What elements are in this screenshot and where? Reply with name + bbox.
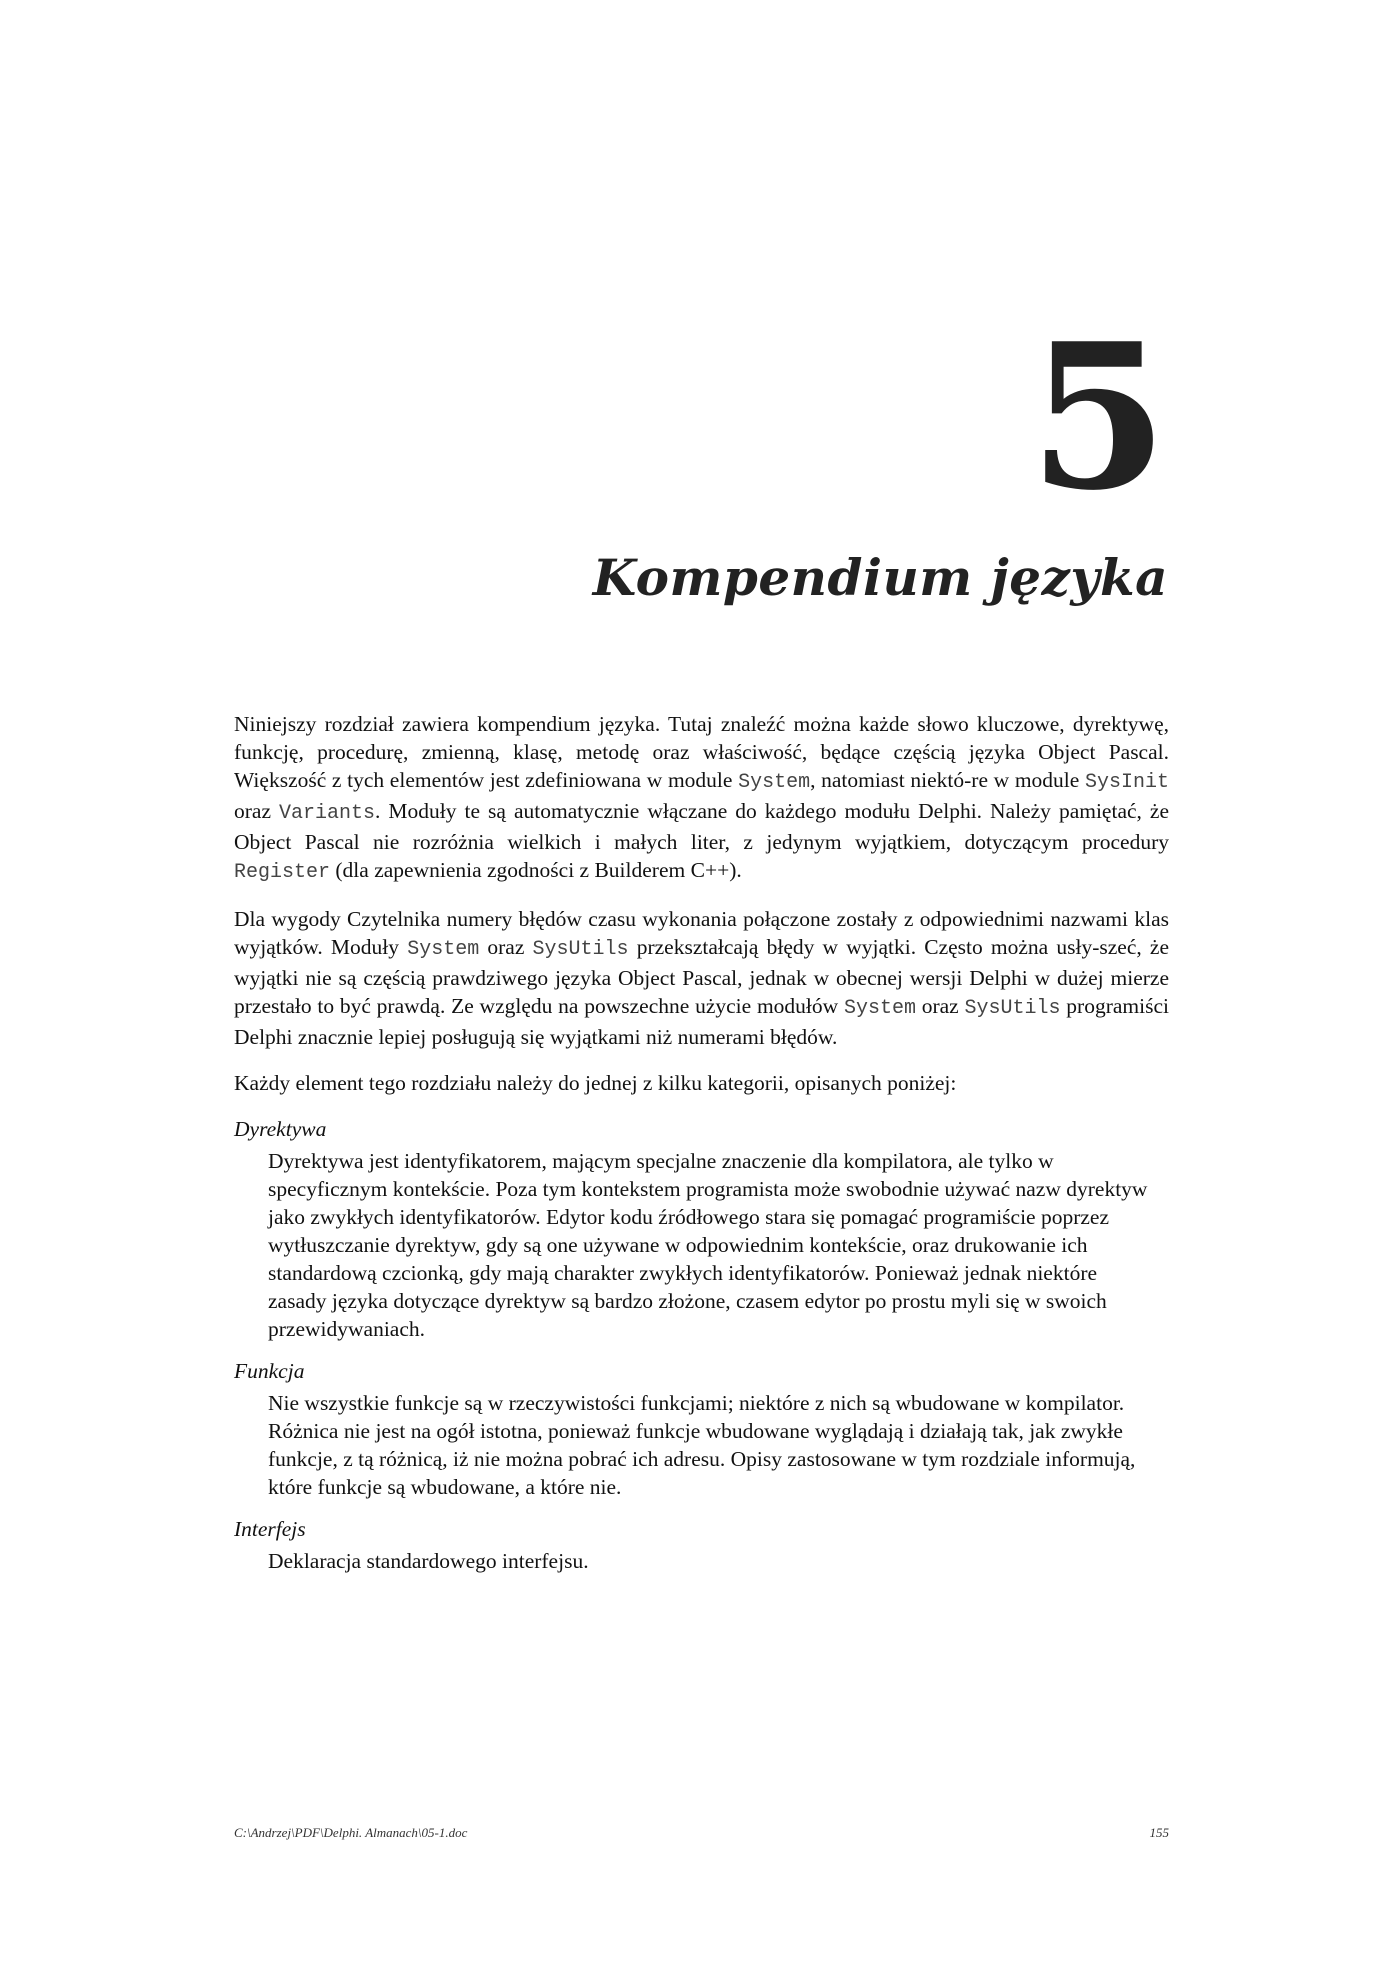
text-run: oraz — [915, 994, 965, 1018]
body-text — [234, 710, 1169, 1589]
intro-paragraph — [234, 710, 1169, 887]
page-number: 155 — [1149, 1825, 1169, 1840]
definition-term: Funkcja — [234, 1359, 305, 1383]
code-identifier: Register — [234, 861, 331, 884]
text-run: , natomiast niektó-re w module — [810, 768, 1085, 792]
text-run: oraz — [479, 935, 533, 959]
text-run: programiści Delphi znacznie lepiej posługują się wyjątkami niż numerami błędów. — [234, 994, 1169, 1049]
text-run: . Moduły te są automatycznie włączane do każdego modułu Delphi. Należy pamiętać, że Object Pascal nie rozróżnia wielkich i małych liter, z jedynym wyjątkiem, dotyczącym procedury — [234, 799, 1170, 854]
code-identifier: System — [843, 997, 916, 1020]
code-identifier: SysUtils — [964, 997, 1061, 1020]
footer-file-path: C:\Andrzej\PDF\Delphi. Almanach\05-1.doc — [234, 1825, 468, 1840]
chapter-title: Kompendium języka — [592, 548, 1168, 607]
code-identifier: Variants — [279, 802, 376, 825]
text-run: przekształcają błędy w wyjątki. Często można usły-szeć, że wyjątki nie są częścią prawdziwego języka Object Pascal, jednak w obecnej wersji Delphi w dużej mierze przestało to być prawdą. Ze względu na powszechne użycie modułów — [234, 935, 1170, 1018]
text-run: Dla wygody Czytelnika numery błędów czasu wykonania połączone zostały z odpowiednimi nazwami klas wyjątków. Moduły — [234, 907, 1169, 959]
definition-term: Interfejs — [234, 1517, 306, 1541]
definition-term: Dyrektywa — [234, 1117, 327, 1141]
definition-text: Nie wszystkie funkcje są w rzeczywistości funkcjami; niektóre z nich są wbudowane w kompilator. Różnica nie jest na ogół istotna, ponieważ funkcje wbudowane wyglądają i działają tak, jak zwykłe funkcje, z tą różnicą, iż nie można pobrać ich adresu. Opisy zastosowane w tym rozdziale informują, które funkcje są wbudowane, a które nie. — [268, 1391, 1136, 1499]
text-run: (dla zapewnienia zgodności z Builderem C++). — [330, 858, 742, 882]
definition-text: Dyrektywa jest identyfikatorem, mającym specjalne znaczenie dla kompilatora, ale tylko w specyficznym kontekście. Poza tym kontekstem programista może swobodnie używać nazw dyrektyw jako zwykłych identyfikatorów. Edytor kodu źródłowego stara się pomagać programiście poprzez wytłuszczanie dyrektyw, gdy są one używane w odpowiednim kontekście, oraz drukowanie ich standardową czcionką, gdy mają charakter zwykłych identyfikatorów. Ponieważ jednak niektóre zasady języka dotyczące dyrektyw są bardzo złożone, czasem edytor po prostu myli się w swoich przewidywaniach. — [268, 1149, 1148, 1341]
exceptions-paragraph — [234, 905, 1169, 1051]
text-run: oraz — [234, 799, 280, 823]
chapter-number: 5 — [1028, 300, 1168, 535]
code-identifier: SysInit — [1085, 771, 1170, 794]
text-run: Niniejszy rozdział zawiera kompendium języka. Tutaj znaleźć można każde słowo kluczowe, dyrektywę, funkcję, procedurę, zmienną, klasę, metodę oraz właściwość, będące częścią języka Object Pascal. Większość z tych elementów jest zdefiniowana w module — [234, 712, 1169, 792]
definition-text: Deklaracja standardowego interfejsu. — [268, 1549, 589, 1573]
categories-intro: Każdy element tego rozdziału należy do jednej z kilku kategorii, opisanych poniżej: — [234, 1071, 957, 1095]
code-identifier: System — [407, 938, 480, 961]
definition-list — [234, 1115, 1169, 1575]
code-identifier: System — [738, 771, 811, 794]
code-identifier: SysUtils — [532, 938, 629, 961]
